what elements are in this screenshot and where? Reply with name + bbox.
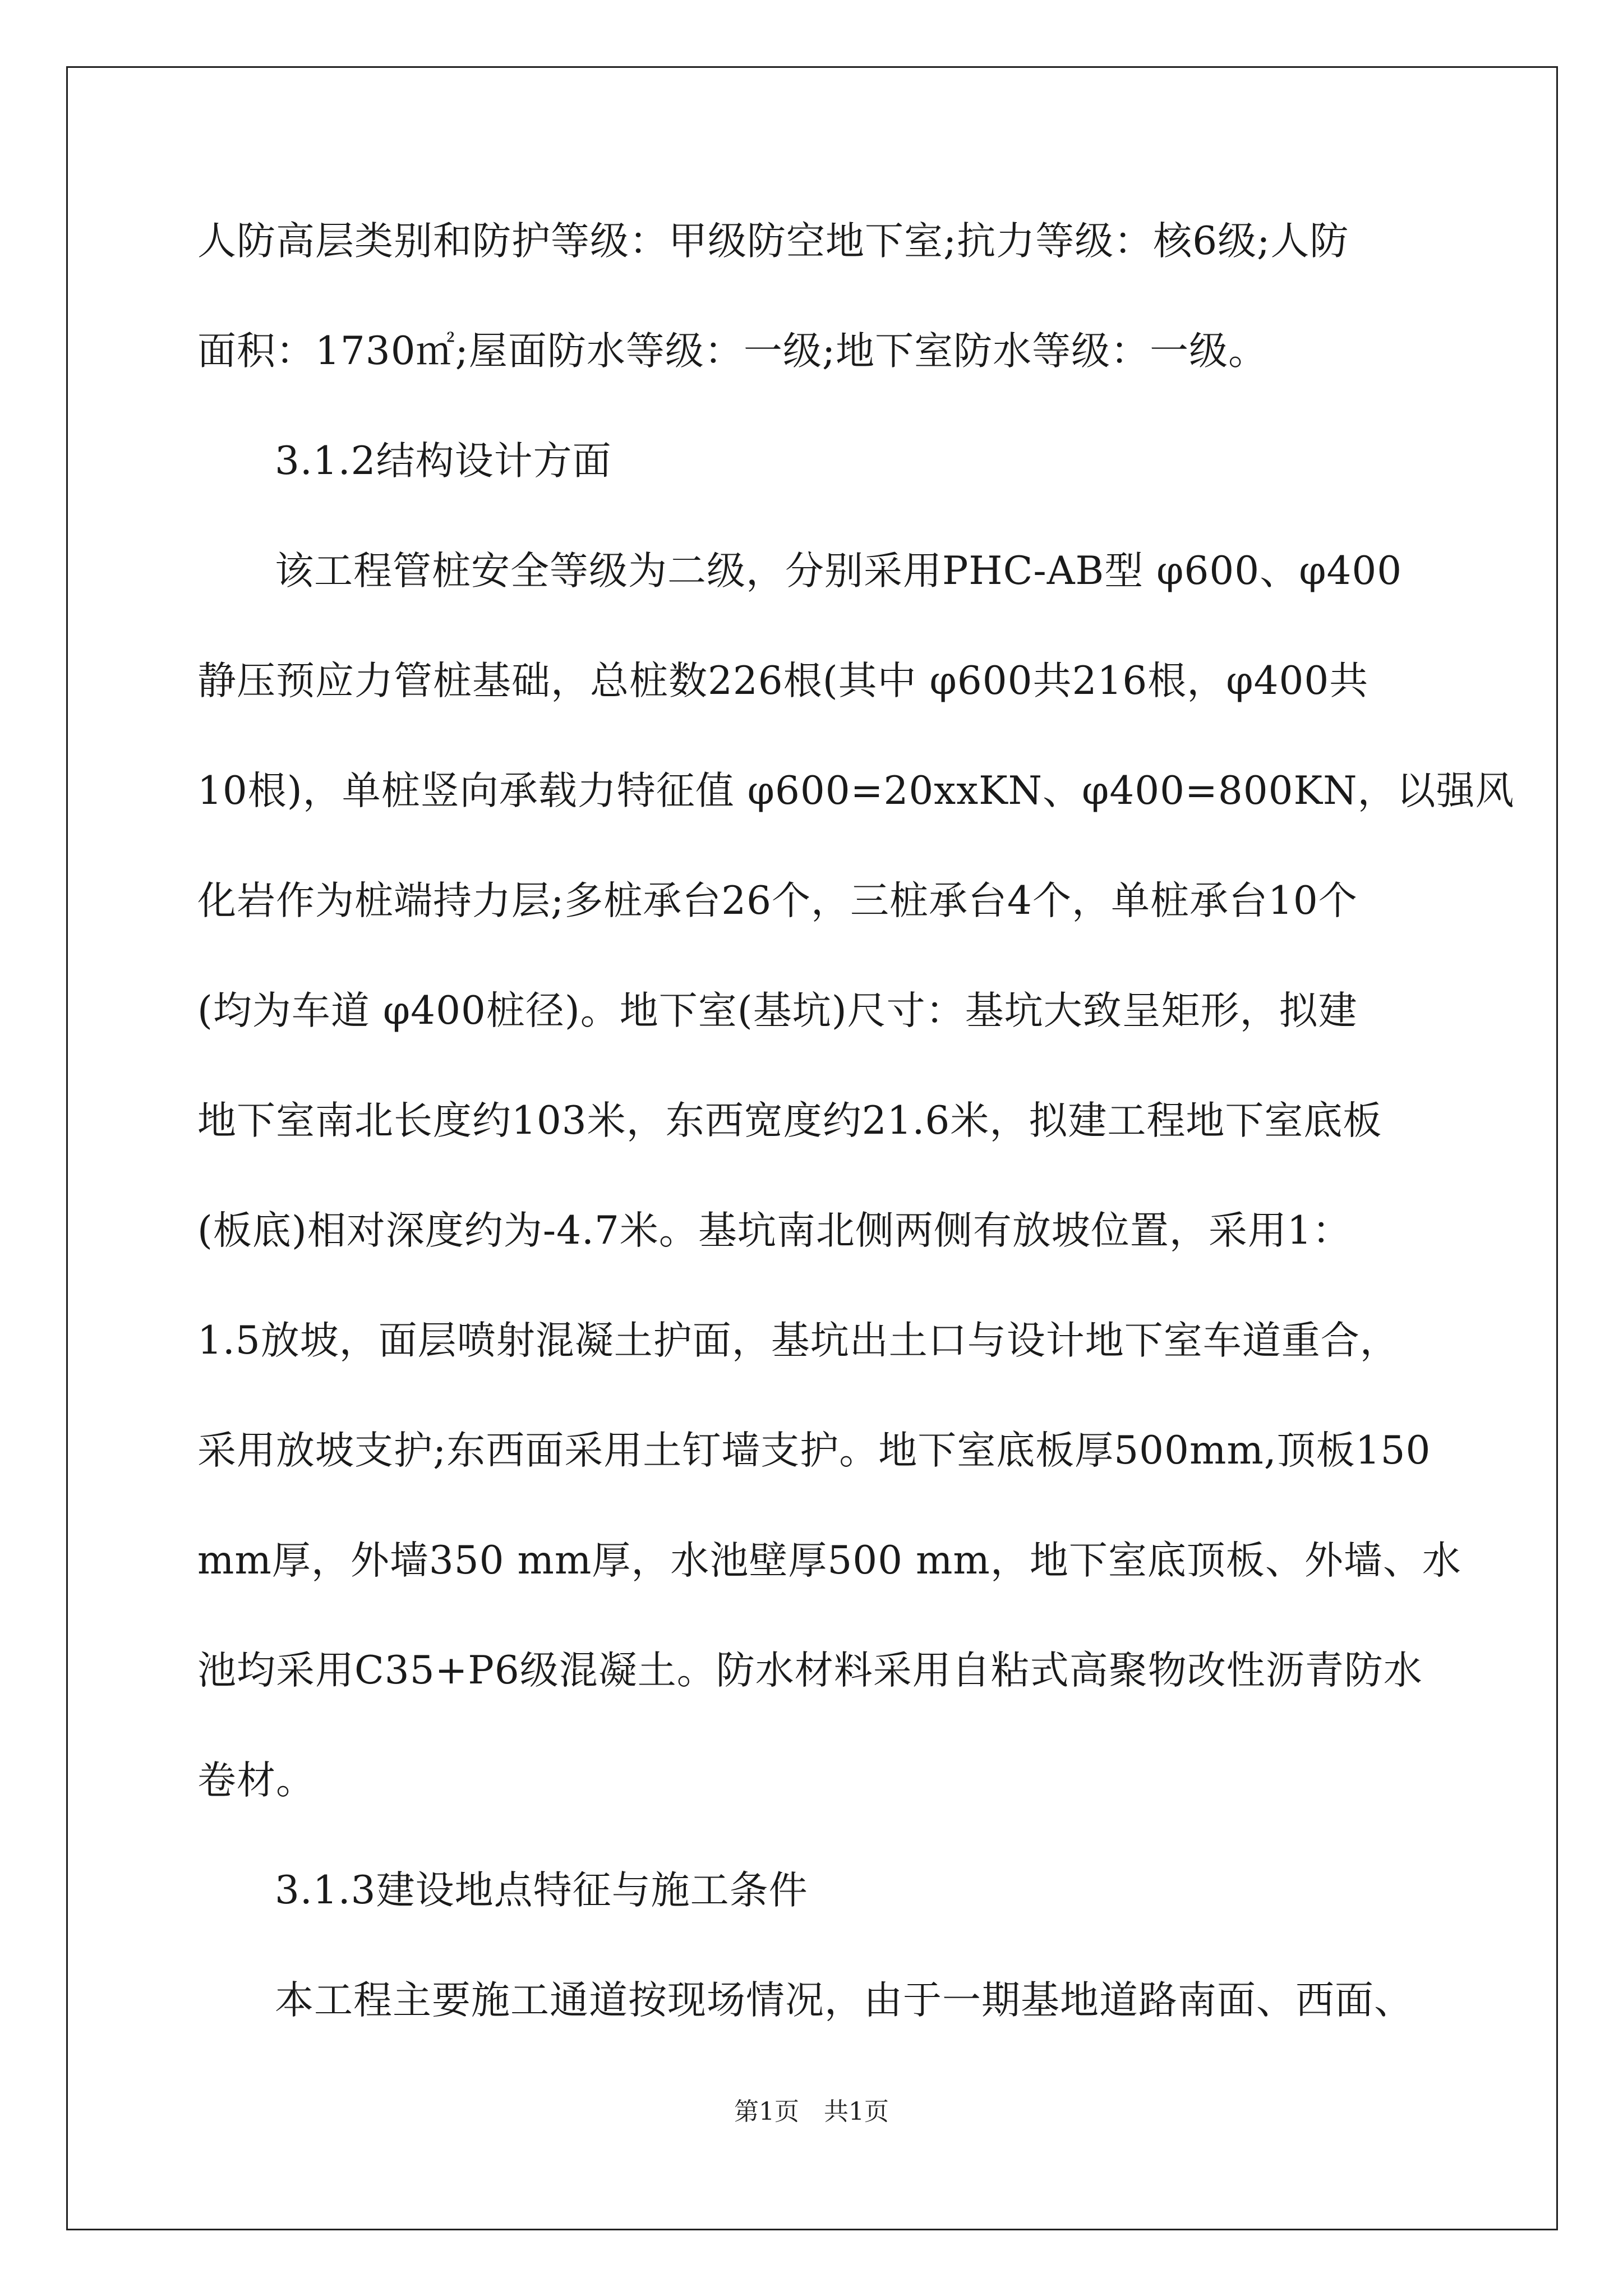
text-line: 卷材。	[197, 1758, 315, 1803]
text-line: mm厚，外墙350 mm厚，水池壁厚500 mm，地下室底顶板、外墙、水	[197, 1538, 1461, 1583]
page-number-footer: 第1页 共1页	[734, 2097, 889, 2126]
text-line: 化岩作为桩端持力层;多桩承台26个，三桩承台4个，单桩承台10个	[197, 878, 1358, 923]
text-line: 静压预应力管桩基础，总桩数226根(其中 φ600共216根，φ400共	[197, 659, 1369, 703]
text-line: 池均采用C35+P6级混凝土。防水材料采用自粘式高聚物改性沥青防水	[197, 1648, 1423, 1693]
text-line: 地下室南北长度约103米，东西宽度约21.6米，拟建工程地下室底板	[197, 1098, 1382, 1143]
section-heading: 3.1.2结构设计方面	[275, 439, 612, 484]
text-line: 人防高层类别和防护等级：甲级防空地下室;抗力等级：核6级;人防	[197, 219, 1349, 264]
text-line: 面积：1730㎡;屋面防水等级：一级;地下室防水等级：一级。	[197, 329, 1268, 374]
text-line: 1.5放坡，面层喷射混凝土护面，基坑出土口与设计地下室车道重合，	[197, 1318, 1399, 1363]
paragraph-first-line: 本工程主要施工通道按现场情况，由于一期基地道路南面、西面、	[275, 1978, 1413, 2023]
paragraph-first-line: 该工程管桩安全等级为二级，分别采用PHC-AB型 φ600、φ400	[275, 549, 1403, 593]
section-heading: 3.1.3建设地点特征与施工条件	[275, 1868, 808, 1913]
text-line: (均为车道 φ400桩径)。地下室(基坑)尺寸：基坑大致呈矩形，拟建	[197, 988, 1358, 1033]
text-line: 10根)，单桩竖向承载力特征值 φ600=20xxKN、φ400=800KN，以强风	[197, 769, 1515, 813]
text-line: 采用放坡支护;东西面采用土钉墙支护。地下室底板厚500mm,顶板150	[197, 1428, 1431, 1473]
document-body	[197, 213, 1515, 2082]
text-line: (板底)相对深度约为-4.7米。基坑南北侧两侧有放坡位置，采用1：	[197, 1208, 1352, 1253]
